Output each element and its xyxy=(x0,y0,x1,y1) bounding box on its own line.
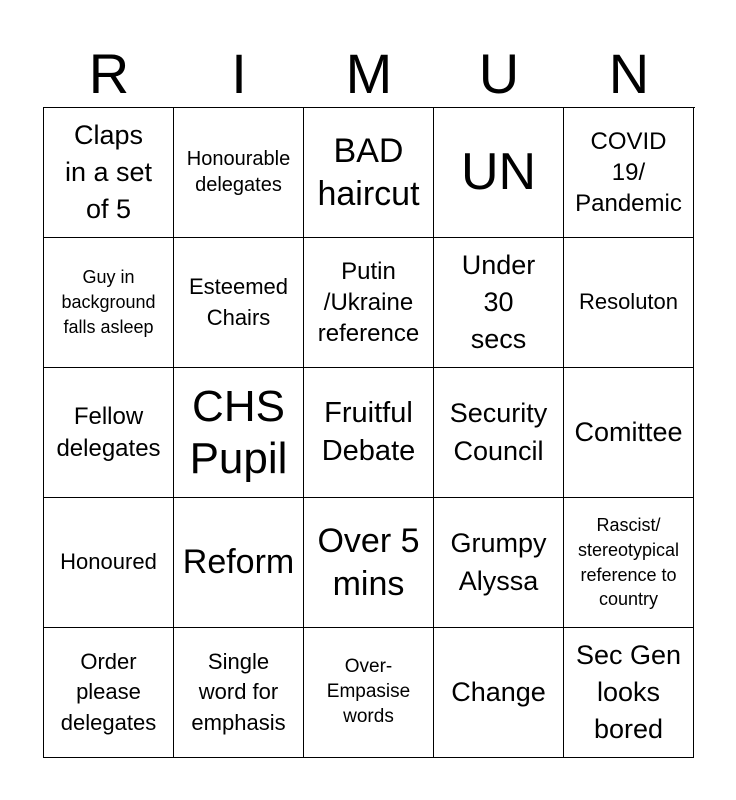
bingo-cell[interactable]: BAD haircut xyxy=(304,108,434,238)
bingo-cell[interactable]: Esteemed Chairs xyxy=(174,238,304,368)
header-letter-i: I xyxy=(231,42,247,105)
bingo-cell[interactable]: Sec Gen looks bored xyxy=(564,628,694,758)
header-letter-r: R xyxy=(88,42,130,105)
bingo-cell[interactable]: CHS Pupil xyxy=(174,368,304,498)
bingo-cell[interactable]: Single word for emphasis xyxy=(174,628,304,758)
header-letter-u: U xyxy=(478,42,520,105)
bingo-cell[interactable]: Rascist/ stereotypical reference to country xyxy=(564,498,694,628)
bingo-cell[interactable]: Order please delegates xyxy=(44,628,174,758)
bingo-cell[interactable]: Over 5 mins xyxy=(304,498,434,628)
bingo-cell[interactable]: Putin /Ukraine reference xyxy=(304,238,434,368)
bingo-cell[interactable]: Under 30 secs xyxy=(434,238,564,368)
bingo-cell[interactable]: Claps in a set of 5 xyxy=(44,108,174,238)
bingo-cell[interactable]: Guy in background falls asleep xyxy=(44,238,174,368)
bingo-cell[interactable]: Security Council xyxy=(434,368,564,498)
bingo-cell[interactable]: COVID 19/ Pandemic xyxy=(564,108,694,238)
header-letter-m: M xyxy=(345,42,393,105)
bingo-cell[interactable]: Fellow delegates xyxy=(44,368,174,498)
bingo-cell[interactable]: Grumpy Alyssa xyxy=(434,498,564,628)
bingo-cell[interactable]: Fruitful Debate xyxy=(304,368,434,498)
bingo-cell[interactable]: Honourable delegates xyxy=(174,108,304,238)
bingo-cell[interactable]: Over- Empasise words xyxy=(304,628,434,758)
bingo-cell[interactable]: Reform xyxy=(174,498,304,628)
bingo-cell[interactable]: Change xyxy=(434,628,564,758)
bingo-board xyxy=(43,107,695,758)
bingo-cell[interactable]: Honoured xyxy=(44,498,174,628)
bingo-cell[interactable]: Resoluton xyxy=(564,238,694,368)
bingo-cell[interactable]: Comittee xyxy=(564,368,694,498)
header-letter-n: N xyxy=(608,42,650,105)
bingo-header xyxy=(44,40,694,108)
bingo-cell[interactable]: UN xyxy=(434,108,564,238)
